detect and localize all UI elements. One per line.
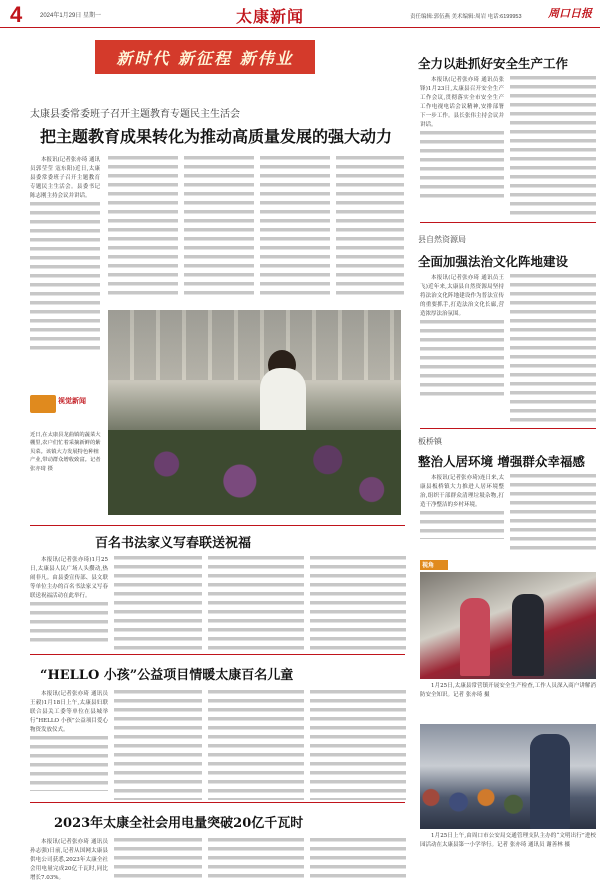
caption-text: 近日,在太康县龙曲镇的蔬菜大棚里,农户们忙着采摘新鲜的紫贝菜。该镇大力发展特色种植产业,带动群众增收致富。记者 张亦琦 摄 [30,432,101,472]
article4-column-2 [114,838,202,880]
article4-column-1 [30,838,108,882]
article2-column-1 [30,556,108,651]
article2-column-2 [114,556,202,651]
theme-banner [95,40,315,74]
photo-section-label: 视角 [422,563,435,569]
right-article1-col2 [510,76,596,216]
photo2-caption-text: 1月25日上午,由周口市公安局交通管理支队主办的“文明出行”进校园活动在太康县第一小学举行。记者 张亦琦 通讯员 谢善林 摄 [420,833,596,848]
section-divider [420,222,596,223]
lead-column-3 [184,156,254,298]
lead-kicker: 太康县委常委班子召开主题教育专题民主生活会 [30,109,240,120]
photo1-caption [420,682,596,718]
text-block [30,202,100,352]
right-article2-col2 [510,274,596,424]
section-divider [30,802,405,803]
lead-column-5 [336,156,404,298]
right-tag-2: 板桥镇 [418,437,442,446]
text-block [420,320,504,400]
right-article3-col1 [420,474,504,554]
section-divider [30,525,405,526]
woman-figure [460,598,490,676]
vegetable-plants [108,430,401,515]
right-article2-intro: 本报讯(记者张亦琦 通讯员王飞)近年来,太康县自然资源局坚持将法治文化阵地建设作为普法宣传的重要抓手,打造法治文化长廊,营造浓厚法治氛围。 [420,275,504,317]
article3-column-4 [310,690,406,800]
photo2-caption [420,832,596,878]
right-tag-1: 县自然资源局 [418,235,466,244]
right-article1-col1 [420,76,504,216]
right-headline-1: 全力以赴抓好安全生产工作 [418,56,569,71]
text-block [30,602,108,642]
safety-check-photo [420,572,596,679]
article4-column-3 [208,838,304,880]
right-headline-2: 全面加强法治文化阵地建设 [418,254,569,269]
article3-column-3 [208,690,304,800]
photo-caption-box [30,395,102,505]
article2-headline: 百名书法家义写春联送祝福 [95,536,252,551]
text-block [420,131,504,201]
photo1-caption-text: 1月25日,太康县常营镇开展安全生产检查,工作人员深入商户讲解消防安全知识。记者 张亦琦 摄 [420,683,596,698]
camera-icon [30,395,56,413]
lead-intro: 本报讯(记者张亦琦 通讯员郭莹莹 寇东阳)近日,太康县委常委班子召开主题教育专题民主生活会。县委书记陈志刚主持会议并讲话。 [30,157,100,199]
greenhouse-photo [108,310,401,515]
lead-headline: 把主题教育成果转化为推动高质量发展的强大动力 [40,127,393,146]
children-crowd [420,784,530,829]
caption-badge: 视觉新闻 [58,396,86,405]
traffic-police-photo [420,724,596,829]
inspector-figure [512,594,544,676]
lead-column-4 [260,156,330,298]
article3-headline: “HELLO 小孩”公益项目情暖太康百名儿童 [40,668,294,683]
right-article1-intro: 本报讯(记者张亦琦 通讯员张锋)1月23日,太康县召开安全生产工作会议,贯彻落实全市安全生产工作电视电话会议精神,安排部署下一步工作。县长张伟主持会议并讲话。 [420,77,504,128]
right-article2-col1 [420,274,504,424]
page-number: 4 [10,2,23,27]
article2-column-3 [208,556,304,651]
newspaper-logo: 周口日报 [548,7,592,20]
police-officer-figure [530,734,570,829]
editor-credits: 责任编辑:郭伍燕 美术编辑:周岩 电话:6199953 [410,14,522,20]
article4-intro: 本报讯(记者张亦琦 通讯员孙志强)日前,记者从国网太康县供电公司获悉,2023年太康全社会用电量完成20亿千瓦时,同比增长7.03%。 [30,839,108,881]
text-block [30,736,108,791]
article3-column-2 [114,690,202,800]
article2-intro: 本报讯(记者张亦琦)1月25日,太康县人民广场人头攒动,热闹非凡。由县委宣传部、县文联等单位主办的百名书法家义写春联送祝福活动在此举行。 [30,557,108,599]
dateline: 2024年1月29日 星期一 [40,13,102,19]
lead-column-2 [108,156,178,298]
text-block [420,511,504,539]
section-divider [30,654,405,655]
masthead [0,0,600,28]
article3-intro: 本报讯(记者张亦琦 通讯员王毅)1月18日上午,太康县妇联联合县关工委等单位在县城举行“HELLO 小孩”公益项目爱心物资发放仪式。 [30,691,108,733]
right-article3-col2 [510,474,596,554]
article3-column-1 [30,690,108,800]
right-headline-3: 整治人居环境 增强群众幸福感 [418,454,585,469]
lead-column-1 [30,156,100,386]
right-article3-intro: 本报讯(记者张亦琦)连日来,太康县板桥镇大力推进人居环境整治,组织干部群众清理垃圾杂物,打造干净整洁的乡村环境。 [420,475,504,508]
article2-column-4 [310,556,406,651]
section-divider [420,428,596,429]
section-title: 太康新闻 [236,7,305,26]
banner-text: 新时代 新征程 新伟业 [116,49,294,68]
article4-column-4 [310,838,406,880]
greenhouse-roof [108,310,401,380]
article4-headline: 2023年太康全社会用电量突破20亿千瓦时 [54,816,304,831]
